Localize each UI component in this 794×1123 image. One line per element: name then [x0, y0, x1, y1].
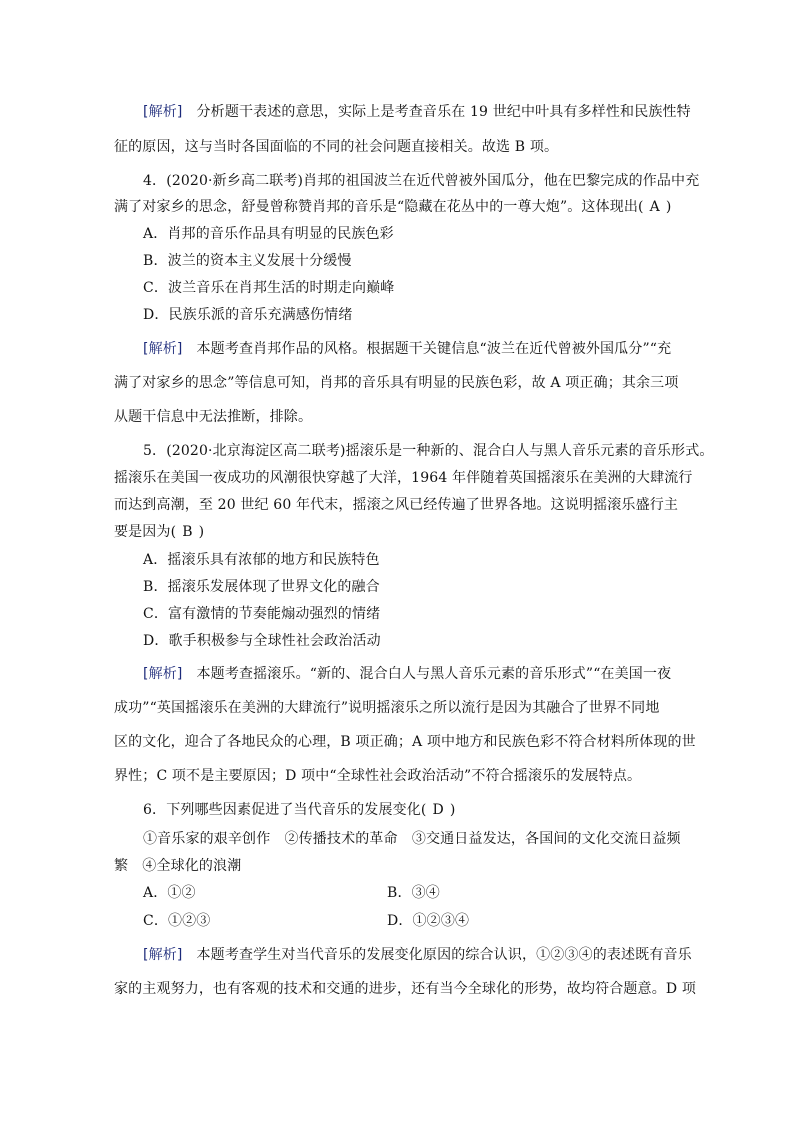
analysis-tag: [解析] — [143, 104, 183, 120]
q6-option-d: D．①②③④ — [387, 913, 470, 929]
q5-option-a: A．摇滚乐具有浓郁的地方和民族特色 — [143, 552, 380, 568]
q4-analysis-line-1: [解析] 本题考查肖邦作品的风格。根据题干关键信息“波兰在近代曾被外国瓜分”“充 — [143, 341, 672, 357]
q6-option-c: C．①②③ — [143, 913, 211, 929]
q4-option-c: C．波兰音乐在肖邦生活的时期走向巅峰 — [143, 280, 395, 296]
q5-option-c: C．富有激情的节奏能煽动强烈的情绪 — [143, 606, 381, 622]
analysis-3-line-1: [解析] 分析题干表述的意思，实际上是考查音乐在 19 世纪中叶具有多样性和民族性特 — [143, 104, 691, 120]
q5-analysis-line-1: [解析] 本题考查摇滚乐。“新的、混合白人与黑人音乐元素的音乐形式”“在美国一夜 — [143, 666, 672, 682]
analysis-3-line-2: 征的原因，这与当时各国面临的不同的社会问题直接相关。故选 B 项。 — [114, 139, 559, 155]
q5-option-b: B．摇滚乐发展体现了世界文化的融合 — [143, 579, 380, 595]
q5-stem-line-2: 摇滚乐在美国一夜成功的风潮很快穿越了大洋，1964 年伴随着英国摇滚乐在美洲的大肆流行 — [114, 470, 693, 486]
analysis-tag: [解析] — [143, 947, 183, 963]
q5-analysis-line-4: 界性；C 项不是主要原因；D 项中“全球性社会政治活动”不符合摇滚乐的发展特点。 — [114, 768, 642, 784]
q6-items-line-2: 繁 ④全球化的浪潮 — [114, 858, 242, 874]
q4-option-a: A．肖邦的音乐作品具有明显的民族色彩 — [143, 226, 394, 242]
q6-analysis-line-2: 家的主观努力，也有客观的技术和交通的进步，还有当今全球化的形势，故均符合题意。D 项 — [114, 981, 696, 997]
q5-analysis-line-3: 区的文化，迎合了各地民众的心理，B 项正确；A 项中地方和民族色彩不符合材料所体现的世 — [114, 734, 696, 750]
q4-analysis-line-3: 从题干信息中无法推断，排除。 — [114, 409, 313, 425]
q5-analysis-line-2: 成功”“英国摇滚乐在美洲的大肆流行”说明摇滚乐之所以流行是因为其融合了世界不同地 — [114, 700, 660, 716]
q6-stem: 6．下列哪些因素促进了当代音乐的发展变化( D ) — [143, 802, 456, 818]
q5-stem-line-3: 而达到高潮，至 20 世纪 60 年代末，摇滚之风已经传遍了世界各地。这说明摇滚乐盛行主 — [114, 497, 679, 513]
analysis-tag: [解析] — [143, 666, 183, 682]
q4-stem-line-1: 4．(2020·新乡高二联考)肖邦的祖国波兰在近代曾被外国瓜分，他在巴黎完成的作品中充 — [143, 173, 700, 189]
q6-answer: D — [432, 802, 444, 818]
q5-option-d: D．歌手积极参与全球性社会政治活动 — [143, 633, 381, 649]
q5-stem-line-1: 5．(2020·北京海淀区高二联考)摇滚乐是一种新的、混合白人与黑人音乐元素的音乐形式。 — [143, 443, 714, 459]
q6-option-a: A．①② — [143, 885, 196, 901]
q4-analysis-line-2: 满了对家乡的思念”等信息可知，肖邦的音乐具有明显的民族色彩，故 A 项正确；其余三项 — [114, 375, 679, 391]
q4-answer: A — [649, 199, 660, 215]
q6-analysis-line-1: [解析] 本题考查学生对当代音乐的发展变化原因的综合认识，①②③④的表述既有音乐 — [143, 947, 692, 963]
q5-answer: B — [182, 524, 193, 540]
q5-stem-line-4: 要是因为( B ) — [114, 524, 205, 540]
q4-stem-line-2: 满了对家乡的思念，舒曼曾称赞肖邦的音乐是“隐藏在花丛中的一尊大炮”。这体现出( A ) — [114, 199, 672, 215]
q4-option-b: B．波兰的资本主义发展十分缓慢 — [143, 253, 352, 269]
analysis-tag: [解析] — [143, 341, 183, 357]
q4-option-d: D．民族乐派的音乐充满感伤情绪 — [143, 307, 353, 323]
q6-option-b: B．③④ — [387, 885, 440, 901]
q6-items-line-1: ①音乐家的艰辛创作 ②传播技术的革命 ③交通日益发达，各国间的文化交流日益频 — [143, 831, 681, 847]
